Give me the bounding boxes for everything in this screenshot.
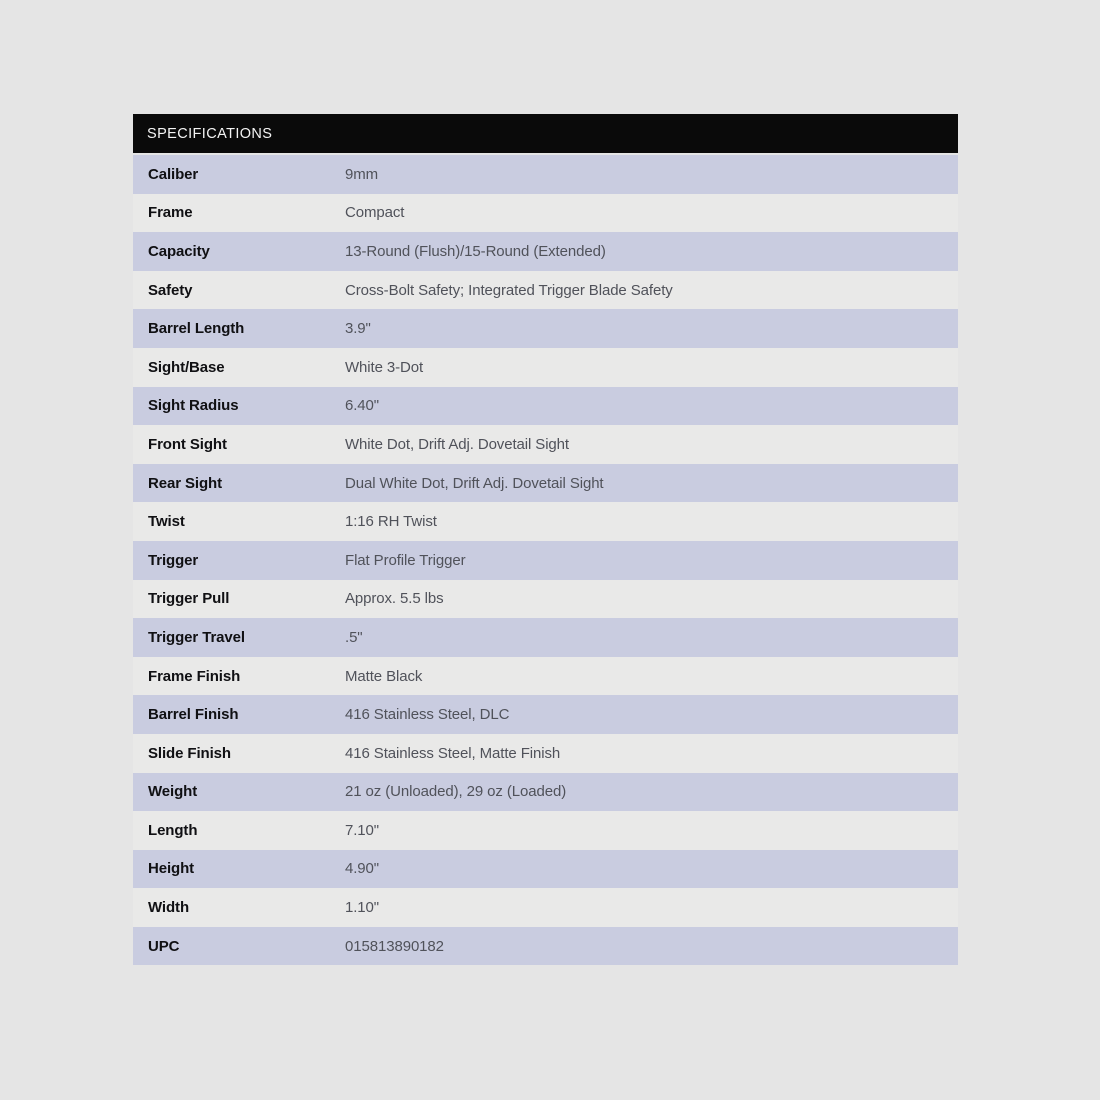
spec-row [133,309,958,348]
spec-row-value: .5" [345,628,363,646]
spec-row-value: 4.90" [345,860,380,878]
spec-row-label: Sight/Base [148,358,225,376]
spec-row-label: Slide Finish [148,744,231,762]
spec-row-label: Barrel Finish [148,706,239,724]
spec-row-value: Flat Profile Trigger [345,551,466,569]
spec-row-label: Height [148,860,195,878]
spec-row-value: Compact [345,204,405,222]
spec-row-label: Frame [148,204,193,222]
spec-row-label: Trigger Travel [148,628,245,646]
spec-row-label: UPC [148,937,180,955]
spec-row-label: Trigger Pull [148,590,230,608]
spec-row-label: Safety [148,281,193,299]
spec-row [133,850,958,889]
spec-row-label: Sight Radius [148,397,239,415]
spec-row [133,695,958,734]
spec-row [133,618,958,657]
spec-row-label: Twist [148,513,185,531]
spec-row [133,464,958,503]
spec-row [133,425,958,464]
spec-row-label: Weight [148,783,198,801]
spec-row [133,155,958,194]
spec-row-value: Dual White Dot, Drift Adj. Dovetail Sight [345,474,604,492]
spec-row [133,271,958,310]
spec-row-value: 6.40" [345,397,380,415]
spec-row-value: White Dot, Drift Adj. Dovetail Sight [345,435,569,453]
spec-row-label: Rear Sight [148,474,223,492]
specifications-table [133,114,958,965]
spec-row-value: 9mm [345,165,379,183]
spec-row [133,194,958,233]
spec-row-value: 7.10" [345,821,380,839]
spec-row-value: 3.9" [345,320,371,338]
spec-row-value: Approx. 5.5 lbs [345,590,444,608]
spec-row-value: 13-Round (Flush)/15-Round (Extended) [345,242,606,260]
spec-row-label: Capacity [148,242,210,260]
spec-row-value: Cross-Bolt Safety; Integrated Trigger Blade Safety [345,281,673,299]
spec-row-label: Caliber [148,165,199,183]
spec-row-value: 416 Stainless Steel, Matte Finish [345,744,561,762]
spec-row [133,811,958,850]
specifications-header [133,114,958,153]
specifications-rows [133,155,958,965]
specifications-header-title: SPECIFICATIONS [147,125,273,142]
spec-row-label: Length [148,821,198,839]
spec-row [133,541,958,580]
spec-row-value: 1:16 RH Twist [345,513,437,531]
spec-row [133,927,958,966]
spec-row [133,773,958,812]
spec-row [133,734,958,773]
spec-row [133,387,958,426]
spec-row-value: 416 Stainless Steel, DLC [345,706,510,724]
spec-row-label: Frame Finish [148,667,241,685]
spec-row [133,232,958,271]
spec-row [133,888,958,927]
spec-row [133,502,958,541]
spec-row-label: Barrel Length [148,320,245,338]
spec-row [133,348,958,387]
spec-row-value: 015813890182 [345,937,444,955]
spec-row-label: Trigger [148,551,199,569]
spec-row-label: Front Sight [148,435,227,453]
spec-row-label: Width [148,899,190,917]
spec-row [133,657,958,696]
spec-row-value: Matte Black [345,667,423,685]
spec-row-value: 1.10" [345,899,380,917]
spec-row-value: White 3-Dot [345,358,424,376]
spec-row-value: 21 oz (Unloaded), 29 oz (Loaded) [345,783,567,801]
spec-row [133,580,958,619]
